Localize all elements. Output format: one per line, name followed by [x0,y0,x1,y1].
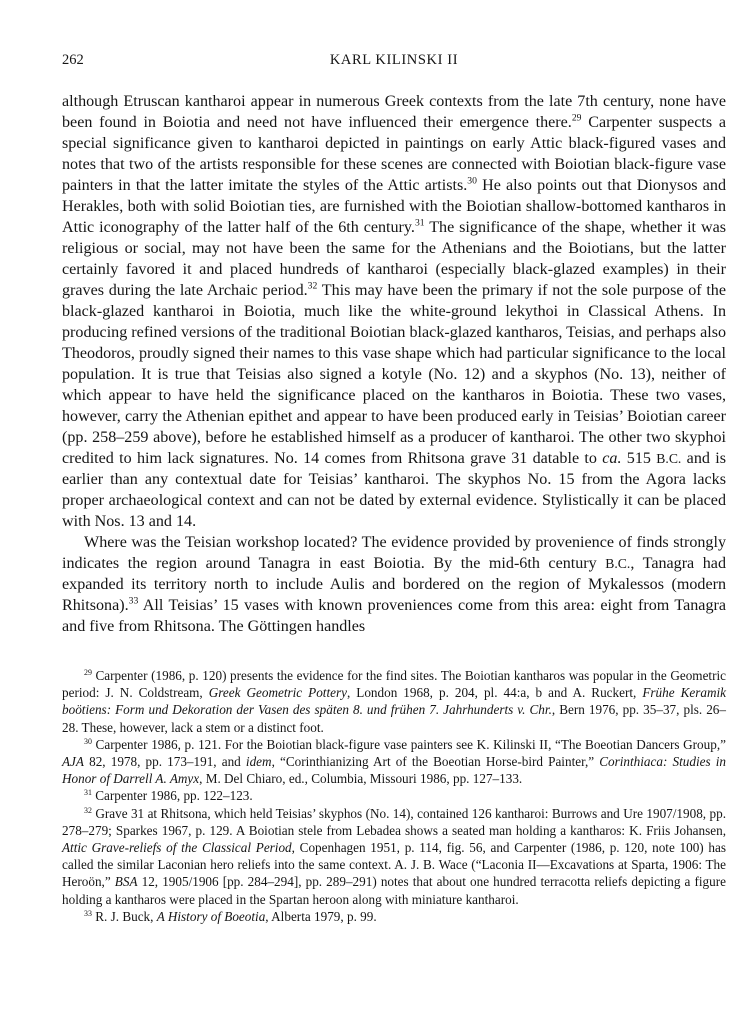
footnote-31: $^{31}$ Carpenter 1986, pp. 122–123. [84,788,253,804]
page-header [62,52,726,74]
body-paragraph: although Etruscan kantharoi appear in numerous Greek contexts from the late 7th century, none have been found in Boiotia and need not have influenced their emergence there.$^{29}$ Carpenter suspects a special significance given to kantharoi depicted in paintings on early Attic black-figured vases and notes that two of the artists responsible for these scenes are connected with Boiotian black-figure vase painters in that the latter imitate the styles of the Attic artists.$^{30}$ He also points out that Dionysos and Herakles, both with solid Boiotian ties, are furnished with the Boiotian shallow-bottomed kantharos in Attic iconography of the latter half of the 6th century.$^{31}$ The significance of the shape, whether it was religious or social, may not have been the same for the Athenians and the Boiotians, but the latter certainly favored it and placed hundreds of kantharoi (especially black-glazed examples) in their graves during the late Archaic period.$^{32}$ This may have been the primary if not the sole purpose of the black-glazed kantharoi in Boiotia, much like the white-ground lekythoi in Classical Athens. In producing refined versions of the traditional Boiotian black-glazed kantharos, Teisias, and perhaps also Theodoros, proudly signed their names to this vase shape which had particular significance to the local population. It is true that Teisias also signed a kotyle (No. 12) and a skyphos (No. 13), neither of which appear to have held the significance placed on the kantharos in Boiotia. These two vases, however, carry the Athenian epithet and appear to have been produced early in Teisias’ Boiotian career (pp. 258–259 above), before he established himself as a producer of kantharoi. The other two skyphoi credited to him lack signatures. No. 14 comes from Rhitsona grave 31 datable to ca. 515 B.C. and is earlier than any contextual date for Teisias’ kantharoi. The skyphos No. 15 from the Agora lacks proper archaeological context and can not be dated by external evidence. Stylistically it can be placed with Nos. 13 and 14. [62,93,726,530]
footnote-32: $^{32}$ Grave 31 at Rhitsona, which held Teisias’ skyphos (No. 14), contained 126 kantharoi: Burrows and Ure 1907/1908, pp. 278–279; Sparkes 1967, p. 129. A Boiotian stele from Lebadea shows a seated man holding a kantharos: K. Friis Johansen, Attic Grave-reliefs of the Classical Period, Copenhagen 1951, p. 114, fig. 56, and Carpenter (1986, p. 120, note 100) has called the similar Laconian hero reliefs into the same context. A. J. B. Wace (“Laconia II—Excavations at Sparta, 1906: The Heroön,” BSA 12, 1905/1906 [pp. 284–294], pp. 289–291) notes that about one hundred terracotta reliefs depicting a figure holding a kantharos were placed in the Spartan heroon along with miniature kantharoi. [62,805,726,907]
footnote-ref-31[interactable]: 31 [414,217,425,229]
footnote-ref-30[interactable]: 30 [467,175,477,187]
journal-page [62,52,726,925]
footnote-30: $^{30}$ Carpenter 1986, p. 121. For the Boiotian black-figure vase painters see K. Kilinski II, “The Boeotian Dancers Group,” AJA 82, 1978, pp. 173–191, and idem, “Corinthianizing Art of the Boeotian Horse-bird Painter,” Corinthiaca: Studies in Honor of Darrell A. Amyx, M. Del Chiaro, ed., Columbia, Missouri 1986, pp. 127–133. [62,736,726,787]
page-number: 262 [62,52,84,68]
footnote-33: $^{33}$ R. J. Buck, A History of Boeotia, Alberta 1979, p. 99. [84,908,377,924]
footnote-29: $^{29}$ Carpenter (1986, p. 120) presents the evidence for the find sites. The Boiotian kantharos was popular in the Geometric period: J. N. Coldstream, Greek Geometric Pottery, London 1968, p. 204, pl. 44:a, b and A. Ruckert, Frühe Keramik boötiens: Form und Dekoration der Vasen des späten 8. und frühen 7. Jahrhunderts v. Chr., Bern 1976, pp. 35–37, pls. 26–28. These, however, lack a stem or a distinct foot. [62,667,726,735]
body-paragraph: Where was the Teisian workshop located? The evidence provided by provenience of finds strongly indicates the region around Tanagra in east Boiotia. By the mid-6th century B.C., Tanagra had expanded its territory north to include Aulis and bordered on the region of Mykalessos (modern Rhitsona).$^{33}$ All Teisias’ 15 vases with known proveniences come from this area: eight from Tanagra and five from Rhitsona. The Göttingen handles [62,534,726,635]
footnote-ref-33[interactable]: 33 [128,595,139,607]
running-head: KARL KILINSKI II [329,52,459,68]
footnotes [62,667,726,925]
footnote-ref-32[interactable]: 32 [307,280,318,292]
footnote-ref-29[interactable]: 29 [571,112,582,124]
body-text [62,91,726,637]
